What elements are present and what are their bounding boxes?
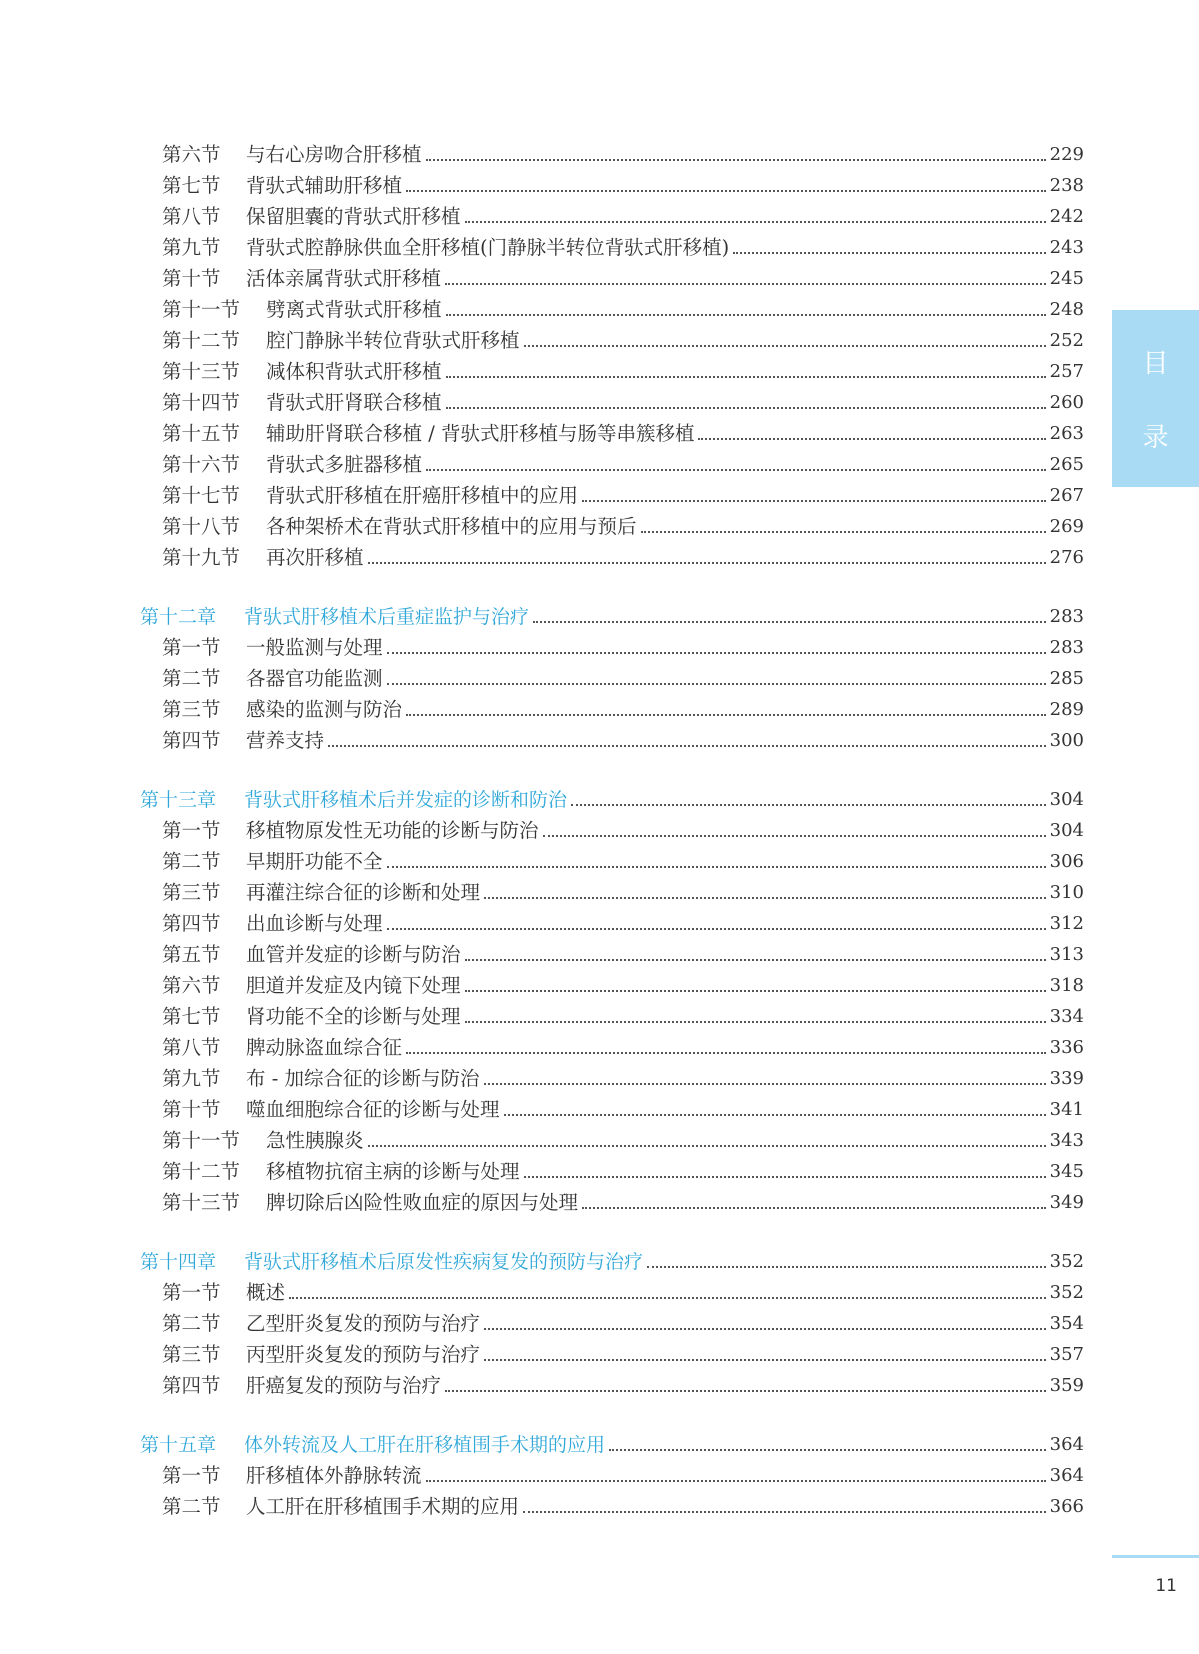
toc-group	[140, 1426, 1084, 1519]
dot-leader	[533, 621, 1046, 623]
toc-section-entry	[140, 384, 1084, 415]
dot-leader	[523, 1511, 1046, 1513]
toc-section-entry	[140, 691, 1084, 722]
dot-leader	[387, 683, 1046, 685]
entry-page-number: 304	[1049, 789, 1084, 810]
entry-number: 第十二章	[140, 606, 217, 628]
entry-page-number: 352	[1049, 1251, 1084, 1272]
toc-section-entry	[140, 812, 1084, 843]
dot-leader	[465, 1021, 1046, 1023]
entry-number: 第七节	[162, 174, 221, 197]
dot-leader	[446, 376, 1046, 378]
entry-page-number: 352	[1049, 1282, 1084, 1303]
entry-number: 第十节	[162, 267, 221, 290]
toc-section-entry	[140, 508, 1084, 539]
entry-title: 布 - 加综合征的诊断与防治	[246, 1067, 480, 1090]
entry-number: 第十八节	[162, 515, 241, 538]
entry-title: 肝癌复发的预防与治疗	[246, 1374, 442, 1397]
entry-number: 第十四章	[140, 1251, 217, 1273]
entry-number: 第六节	[162, 974, 221, 997]
entry-number: 第四节	[162, 1374, 221, 1397]
dot-leader	[446, 407, 1046, 409]
entry-page-number: 257	[1049, 361, 1084, 382]
dot-leader	[582, 1207, 1046, 1209]
toc-section-entry	[140, 1184, 1084, 1215]
entry-number: 第十五章	[140, 1434, 217, 1456]
entry-title: 营养支持	[246, 729, 325, 752]
toc-group	[140, 598, 1084, 753]
entry-page-number: 245	[1049, 268, 1084, 289]
contents-side-tab	[1112, 310, 1199, 487]
toc-chapter-entry	[140, 1426, 1084, 1457]
entry-title: 各器官功能监测	[246, 667, 383, 690]
toc-section-entry	[140, 660, 1084, 691]
entry-number: 第二节	[162, 1312, 221, 1335]
entry-number: 第一节	[162, 636, 221, 659]
toc-section-entry	[140, 415, 1084, 446]
toc-section-entry	[140, 1488, 1084, 1519]
entry-number: 第五节	[162, 943, 221, 966]
toc-section-entry	[140, 322, 1084, 353]
toc-section-entry	[140, 722, 1084, 753]
entry-page-number: 269	[1049, 516, 1084, 537]
entry-title: 移植物原发性无功能的诊断与防治	[246, 819, 539, 842]
entry-number: 第九节	[162, 1067, 221, 1090]
toc-group	[140, 781, 1084, 1215]
entry-number: 第四节	[162, 729, 221, 752]
entry-page-number: 318	[1049, 975, 1084, 996]
entry-page-number: 334	[1049, 1006, 1084, 1027]
entry-page-number: 267	[1049, 485, 1084, 506]
dot-leader	[406, 1052, 1046, 1054]
entry-page-number: 283	[1049, 637, 1084, 658]
entry-number: 第四节	[162, 912, 221, 935]
dot-leader	[445, 1390, 1046, 1392]
entry-page-number: 364	[1049, 1434, 1084, 1455]
entry-title: 感染的监测与防治	[246, 698, 403, 721]
footer-rule	[1112, 1555, 1199, 1558]
toc-section-entry	[140, 874, 1084, 905]
dot-leader	[484, 1083, 1046, 1085]
entry-page-number: 366	[1049, 1496, 1084, 1517]
entry-number: 第十六节	[162, 453, 241, 476]
dot-leader	[571, 804, 1046, 806]
entry-number: 第七节	[162, 1005, 221, 1028]
entry-page-number: 306	[1049, 851, 1084, 872]
dot-leader	[387, 866, 1046, 868]
dot-leader	[465, 221, 1046, 223]
toc-section-entry	[140, 936, 1084, 967]
entry-title: 背驮式肝移植术后原发性疾病复发的预防与治疗	[244, 1251, 644, 1273]
entry-page-number: 313	[1049, 944, 1084, 965]
table-of-contents	[140, 136, 1084, 1547]
dot-leader	[641, 531, 1046, 533]
entry-page-number: 357	[1049, 1344, 1084, 1365]
entry-title: 再次肝移植	[266, 546, 364, 569]
entry-page-number: 300	[1049, 730, 1084, 751]
entry-title: 背驮式肝肾联合移植	[266, 391, 442, 414]
entry-title: 胆道并发症及内镜下处理	[246, 974, 461, 997]
entry-number: 第六节	[162, 143, 221, 166]
dot-leader	[387, 652, 1046, 654]
entry-page-number: 349	[1049, 1192, 1084, 1213]
entry-page-number: 265	[1049, 454, 1084, 475]
entry-number: 第十二节	[162, 1160, 241, 1183]
entry-page-number: 289	[1049, 699, 1084, 720]
entry-number: 第十三章	[140, 789, 217, 811]
entry-page-number: 229	[1049, 144, 1084, 165]
entry-title: 背驮式肝移植术后重症监护与治疗	[244, 606, 530, 628]
entry-number: 第十七节	[162, 484, 241, 507]
dot-leader	[387, 928, 1046, 930]
dot-leader	[484, 897, 1046, 899]
entry-title: 劈离式背驮式肝移植	[266, 298, 442, 321]
entry-title: 辅助肝肾联合移植 / 背驮式肝移植与肠等串簇移植	[266, 422, 695, 445]
entry-number: 第十一节	[162, 1129, 241, 1152]
entry-page-number: 276	[1049, 547, 1084, 568]
entry-title: 移植物抗宿主病的诊断与处理	[266, 1160, 520, 1183]
dot-leader	[328, 745, 1046, 747]
entry-title: 减体积背驮式肝移植	[266, 360, 442, 383]
entry-title: 再灌注综合征的诊断和处理	[246, 881, 481, 904]
toc-section-entry	[140, 998, 1084, 1029]
toc-section-entry	[140, 198, 1084, 229]
entry-number: 第九节	[162, 236, 221, 259]
entry-title: 体外转流及人工肝在肝移植围手术期的应用	[244, 1434, 606, 1456]
entry-title: 出血诊断与处理	[246, 912, 383, 935]
dot-leader	[647, 1266, 1046, 1268]
toc-section-entry	[140, 539, 1084, 570]
dot-leader	[406, 714, 1046, 716]
entry-number: 第八节	[162, 1036, 221, 1059]
toc-section-entry	[140, 905, 1084, 936]
entry-number: 第八节	[162, 205, 221, 228]
entry-page-number: 359	[1049, 1375, 1084, 1396]
entry-page-number: 345	[1049, 1161, 1084, 1182]
toc-section-entry	[140, 167, 1084, 198]
dot-leader	[609, 1449, 1046, 1451]
entry-page-number: 364	[1049, 1465, 1084, 1486]
entry-title: 脾动脉盗血综合征	[246, 1036, 403, 1059]
entry-number: 第二节	[162, 850, 221, 873]
entry-title: 噬血细胞综合征的诊断与处理	[246, 1098, 500, 1121]
entry-page-number: 285	[1049, 668, 1084, 689]
dot-leader	[445, 283, 1046, 285]
entry-title: 背驮式肝移植在肝癌肝移植中的应用	[266, 484, 579, 507]
entry-title: 背驮式辅助肝移植	[246, 174, 403, 197]
entry-number: 第二节	[162, 667, 221, 690]
entry-title: 急性胰腺炎	[266, 1129, 364, 1152]
dot-leader	[289, 1297, 1046, 1299]
entry-title: 背驮式多脏器移植	[266, 453, 423, 476]
toc-section-entry	[140, 967, 1084, 998]
dot-leader	[733, 252, 1045, 254]
entry-number: 第三节	[162, 1343, 221, 1366]
entry-number: 第三节	[162, 698, 221, 721]
toc-section-entry	[140, 260, 1084, 291]
toc-chapter-entry	[140, 1243, 1084, 1274]
entry-number: 第十一节	[162, 298, 241, 321]
entry-title: 背驮式肝移植术后并发症的诊断和防治	[244, 789, 568, 811]
toc-section-entry	[140, 629, 1084, 660]
entry-page-number: 339	[1049, 1068, 1084, 1089]
entry-page-number: 304	[1049, 820, 1084, 841]
dot-leader	[504, 1114, 1046, 1116]
entry-title: 概述	[246, 1281, 286, 1304]
toc-section-entry	[140, 353, 1084, 384]
entry-page-number: 341	[1049, 1099, 1084, 1120]
dot-leader	[524, 1176, 1046, 1178]
entry-number: 第十五节	[162, 422, 241, 445]
entry-number: 第十三节	[162, 1191, 241, 1214]
dot-leader	[582, 500, 1046, 502]
toc-section-entry	[140, 136, 1084, 167]
entry-page-number: 343	[1049, 1130, 1084, 1151]
entry-page-number: 312	[1049, 913, 1084, 934]
dot-leader	[426, 1480, 1046, 1482]
entry-title: 肝移植体外静脉转流	[246, 1464, 422, 1487]
entry-number: 第十四节	[162, 391, 241, 414]
entry-number: 第二节	[162, 1495, 221, 1518]
side-tab-char: 录	[1142, 423, 1169, 454]
entry-title: 乙型肝炎复发的预防与治疗	[246, 1312, 481, 1335]
toc-section-entry	[140, 1153, 1084, 1184]
dot-leader	[368, 562, 1046, 564]
entry-title: 早期肝功能不全	[246, 850, 383, 873]
toc-chapter-entry	[140, 598, 1084, 629]
entry-title: 脾切除后凶险性败血症的原因与处理	[266, 1191, 579, 1214]
dot-leader	[484, 1328, 1046, 1330]
toc-section-entry	[140, 1336, 1084, 1367]
entry-page-number: 243	[1049, 237, 1084, 258]
dot-leader	[484, 1359, 1046, 1361]
dot-leader	[524, 345, 1046, 347]
dot-leader	[465, 990, 1046, 992]
toc-section-entry	[140, 1091, 1084, 1122]
entry-number: 第一节	[162, 1464, 221, 1487]
dot-leader	[426, 159, 1046, 161]
toc-section-entry	[140, 229, 1084, 260]
entry-number: 第一节	[162, 819, 221, 842]
entry-number: 第三节	[162, 881, 221, 904]
page-number: 11	[1155, 1576, 1177, 1596]
entry-page-number: 260	[1049, 392, 1084, 413]
entry-number: 第一节	[162, 1281, 221, 1304]
dot-leader	[465, 959, 1046, 961]
dot-leader	[446, 314, 1046, 316]
entry-title: 丙型肝炎复发的预防与治疗	[246, 1343, 481, 1366]
toc-section-entry	[140, 1305, 1084, 1336]
entry-page-number: 238	[1049, 175, 1084, 196]
entry-page-number: 310	[1049, 882, 1084, 903]
entry-title: 各种架桥术在背驮式肝移植中的应用与预后	[266, 515, 637, 538]
toc-section-entry	[140, 1122, 1084, 1153]
toc-section-entry	[140, 1457, 1084, 1488]
dot-leader	[406, 190, 1046, 192]
toc-section-entry	[140, 843, 1084, 874]
entry-title: 保留胆囊的背驮式肝移植	[246, 205, 461, 228]
entry-page-number: 242	[1049, 206, 1084, 227]
entry-page-number: 252	[1049, 330, 1084, 351]
entry-page-number: 283	[1049, 606, 1084, 627]
toc-section-entry	[140, 1274, 1084, 1305]
side-tab-char: 目	[1142, 348, 1169, 379]
entry-number: 第十九节	[162, 546, 241, 569]
toc-section-entry	[140, 477, 1084, 508]
toc-section-entry	[140, 446, 1084, 477]
toc-section-entry	[140, 1060, 1084, 1091]
dot-leader	[368, 1145, 1046, 1147]
toc-group	[140, 1243, 1084, 1398]
toc-chapter-entry	[140, 781, 1084, 812]
entry-title: 与右心房吻合肝移植	[246, 143, 422, 166]
toc-section-entry	[140, 1367, 1084, 1398]
entry-title: 肾功能不全的诊断与处理	[246, 1005, 461, 1028]
entry-title: 血管并发症的诊断与防治	[246, 943, 461, 966]
entry-page-number: 263	[1049, 423, 1084, 444]
dot-leader	[426, 469, 1046, 471]
entry-title: 背驮式腔静脉供血全肝移植(门静脉半转位背驮式肝移植)	[246, 236, 730, 259]
entry-title: 腔门静脉半转位背驮式肝移植	[266, 329, 520, 352]
toc-section-entry	[140, 1029, 1084, 1060]
toc-group	[140, 136, 1084, 570]
entry-title: 一般监测与处理	[246, 636, 383, 659]
entry-title: 活体亲属背驮式肝移植	[246, 267, 442, 290]
entry-number: 第十三节	[162, 360, 241, 383]
entry-title: 人工肝在肝移植围手术期的应用	[246, 1495, 520, 1518]
entry-page-number: 336	[1049, 1037, 1084, 1058]
toc-section-entry	[140, 291, 1084, 322]
dot-leader	[698, 438, 1045, 440]
entry-number: 第十二节	[162, 329, 241, 352]
entry-number: 第十节	[162, 1098, 221, 1121]
dot-leader	[543, 835, 1046, 837]
entry-page-number: 248	[1049, 299, 1084, 320]
entry-page-number: 354	[1049, 1313, 1084, 1334]
